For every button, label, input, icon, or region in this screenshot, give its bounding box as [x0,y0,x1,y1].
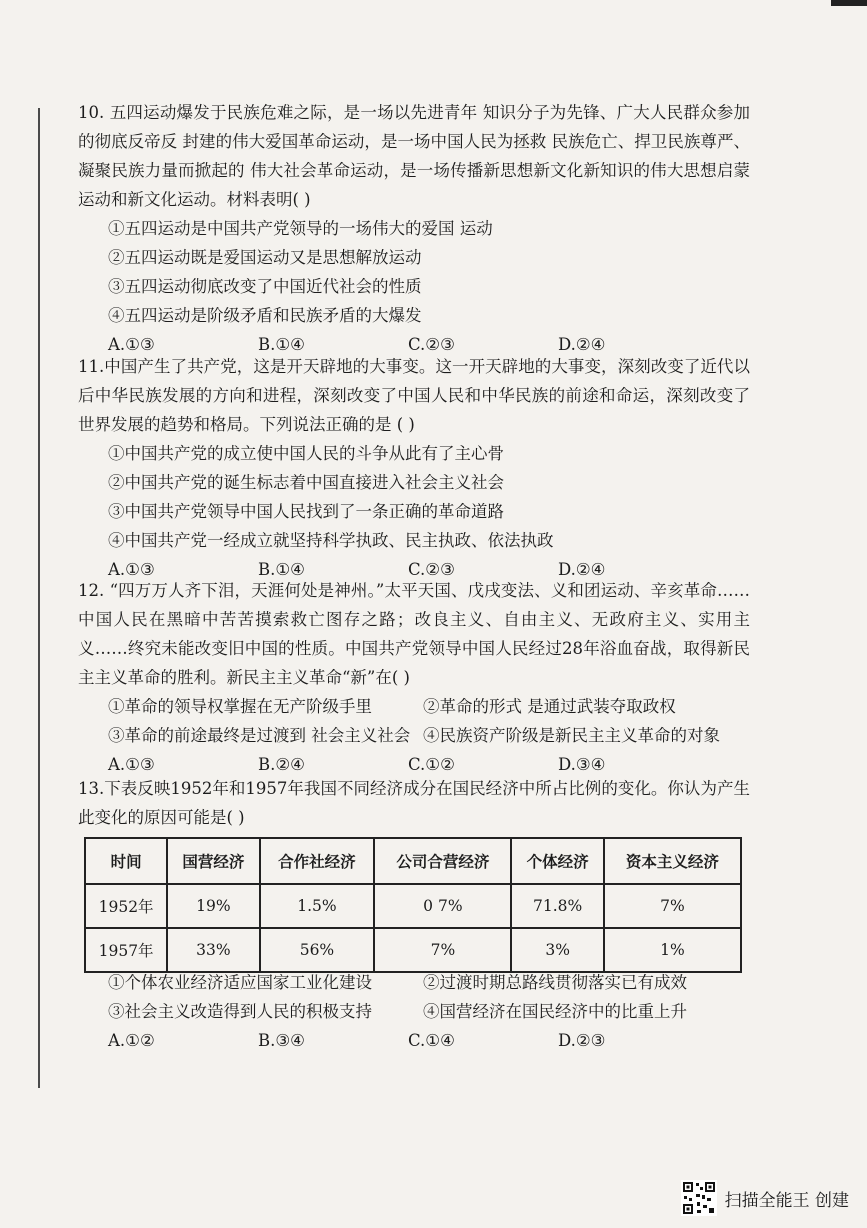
table-header: 国营经济 [167,838,259,884]
table-header: 时间 [85,838,167,884]
option-item: ①五四运动是中国共产党领导的一场伟大的爱国 运动 [108,219,493,238]
question-13 [78,774,750,832]
option-item: ④国营经济在国民经济中的比重上升 [423,1002,687,1021]
table-cell: 1.5% [260,884,375,928]
option-item: ③五四运动彻底改变了中国近代社会的性质 [108,277,422,296]
choice-c: C.②③ [408,560,455,579]
option-row [78,968,750,997]
option-item: ③中国共产党领导中国人民找到了一条正确的革命道路 [108,502,504,521]
table-header: 个体经济 [511,838,603,884]
question-stem: 11.中国产生了共产党，这是开天辟地的大事变。这一开天辟地的大事变，深刻改变了近代以后中华民族发展的方向和进程，深刻改变了中国人民和中华民族的前途和命运，深刻改变了世界发展的趋势和格局。下列说法正确的是 ( ) [78,357,750,434]
choice-b: B.③④ [258,1031,305,1050]
table-cell: 7% [374,928,511,972]
option-item: ③革命的前途最终是过渡到 社会主义社会 [108,726,411,745]
economy-table [84,837,742,973]
question-12 [78,576,750,779]
option-row [78,721,750,750]
choice-c: C.①④ [408,1031,455,1050]
watermark-text: 扫描全能王 创建 [724,1190,849,1211]
table-header: 合作社经济 [260,838,375,884]
page-corner-mark [831,0,867,6]
option-row [78,997,750,1026]
option-item: ④五四运动是阶级矛盾和民族矛盾的大爆发 [108,306,422,325]
table-cell: 1957年 [85,928,167,972]
option-item: ②中国共产党的诞生标志着中国直接进入社会主义社会 [108,473,504,492]
option-row [78,692,750,721]
option-item: ①个体农业经济适应国家工业化建设 [108,973,372,992]
question-10 [78,98,750,359]
table-cell: 1952年 [85,884,167,928]
choice-d: D.③④ [558,755,606,774]
choice-b: B.②④ [258,755,305,774]
choice-b: B.①④ [258,560,305,579]
table-row [85,884,741,928]
question-stem: 12. “四万万人齐下泪，天涯何处是神州。”太平天国、戊戌变法、义和团运动、辛亥革命……中国人民在黑暗中苦苦摸索救亡图存之路；改良主义、自由主义、无政府主义、实用主义……终究未能改变旧中国的性质。中国共产党领导中国人民经过28年浴血奋战，取得新民主主义革命的胜利。新民主主义革命“新”在( ) [78,581,750,687]
table-header: 公司合营经济 [374,838,511,884]
choice-d: D.②④ [558,335,606,354]
choice-b: B.①④ [258,335,305,354]
table-cell: 71.8% [511,884,603,928]
question-stem: 13.下表反映1952年和1957年我国不同经济成分在国民经济中所占比例的变化。你认为产生此变化的原因可能是( ) [78,779,750,827]
choice-a: A.①③ [108,335,155,354]
option-item: ④民族资产阶级是新民主主义革命的对象 [423,726,720,745]
question-stem: 10. 五四运动爆发于民族危难之际，是一场以先进青年 知识分子为先锋、广大人民群众参加的彻底反帝反 封建的伟大爱国革命运动，是一场中国人民为拯救 民族危亡、捍卫民族尊严、凝聚民族力量而掀起的 伟大社会革命运动，是一场传播新思想新文化新知识的伟大思想启蒙运动和新文化运动。材料表明( ) [78,103,750,209]
choice-a: A.①③ [108,560,155,579]
table-header-row [85,838,741,884]
choice-d: D.②④ [558,560,606,579]
option-item: ①中国共产党的成立使中国人民的斗争从此有了主心骨 [108,444,504,463]
table-cell: 19% [167,884,259,928]
table-row [85,928,741,972]
answer-choices [78,1026,750,1055]
option-item: ②五四运动既是爱国运动又是思想解放运动 [108,248,422,267]
table-cell: 0 7% [374,884,511,928]
margin-rule [38,108,40,1088]
table-cell: 56% [260,928,375,972]
choice-a: A.①③ [108,755,155,774]
option-item: ①革命的领导权掌握在无产阶级手里 [108,697,372,716]
table-header: 资本主义经济 [604,838,741,884]
question-13-options [78,968,750,1055]
choice-d: D.②③ [558,1031,606,1050]
choice-a: A.①② [108,1031,155,1050]
scanner-watermark [681,1180,849,1216]
option-item: ②过渡时期总路线贯彻落实已有成效 [423,973,687,992]
option-item: ④中国共产党一经成立就坚持科学执政、民主执政、依法执政 [108,531,554,550]
table-cell: 3% [511,928,603,972]
choice-c: C.①② [408,755,455,774]
choice-c: C.②③ [408,335,455,354]
question-11 [78,352,750,584]
table-cell: 7% [604,884,741,928]
option-item: ②革命的形式 是通过武装夺取政权 [423,697,676,716]
table-cell: 1% [604,928,741,972]
table-cell: 33% [167,928,259,972]
option-item: ③社会主义改造得到人民的积极支持 [108,1002,372,1021]
qr-code-icon [681,1180,717,1216]
